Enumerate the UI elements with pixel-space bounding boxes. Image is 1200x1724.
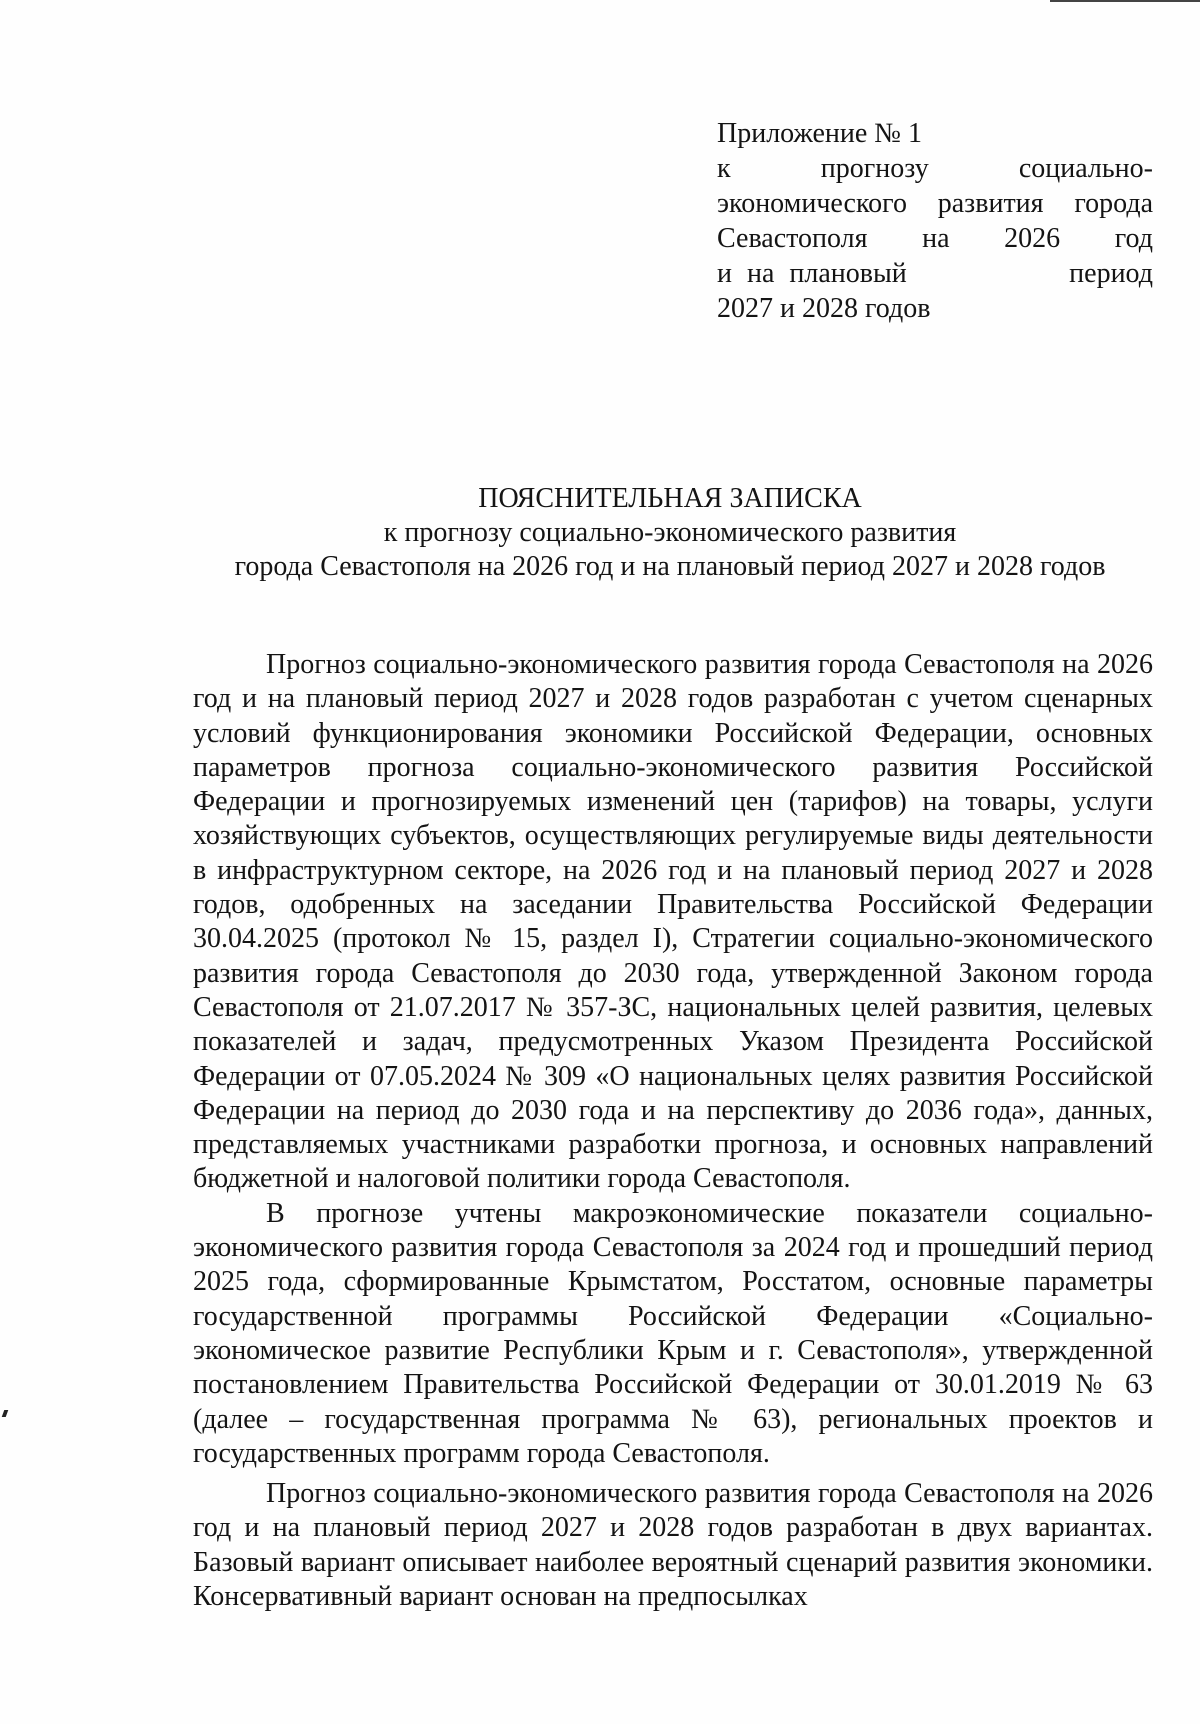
annex-line-6: 2027 и 2028 годов [717, 293, 931, 324]
annex-word: социально- [1018, 153, 1153, 184]
annex-word: год [1114, 223, 1153, 254]
annex-word: 2026 [1004, 223, 1061, 254]
annex-word: период [1069, 258, 1153, 289]
annex-word: к [717, 153, 731, 184]
title-heading: ПОЯСНИТЕЛЬНАЯ ЗАПИСКА [478, 483, 862, 514]
document-body [193, 648, 1153, 1614]
paragraph-1: Прогноз социально-экономического развития города Севастополя на 2026 год и на плановый период 2027 и 2028 годов разработан с учетом сценарных условий функционирования экономики Российской Федерации, основных параметров прогноза социально-экономического развития Российской Федерации и прогнозируемых изменений цен (тарифов) на товары, услуги хозяйствующих субъектов, осуществляющих регулируемые виды деятельности в инфраструктурном секторе, на 2026 год и на плановый период 2027 и 2028 годов, одобренных на заседании Правительства Российской Федерации 30.04.2025 (протокол № 15, раздел I), Стратегии социально-экономического развития города Севастополя до 2030 года, утвержденной Законом города Севастополя от 21.07.2017 № 357-ЗС, национальных целей развития, целевых показателей и задач, предусмотренных Указом Президента Российской Федерации от 07.05.2024 № 309 «О национальных целях развития Российской Федерации на период до 2030 года и на перспективу до 2036 года», данных, представляемых участниками разработки прогноза, и основных направлений бюджетной и налоговой политики города Севастополя. [193, 649, 1153, 1195]
document-title [0, 482, 1200, 584]
annex-number: Приложение № 1 [717, 118, 922, 149]
title-subheading: к прогнозу социально-экономического развития [383, 517, 957, 548]
paragraph-3: Прогноз социально-экономического развития города Севастополя на 2026 год и на плановый период 2027 и 2028 годов разработан в двух вариантах. Базовый вариант описывает наиболее вероятный сценарий развития экономики. Консервативный вариант основан на предпосылках [193, 1478, 1153, 1613]
paragraph-2: В прогнозе учтены макроэкономические показатели социально-экономического развития города Севастополя за 2024 год и прошедший период 2025 года, сформированные Крымстатом, Росстатом, основные параметры государственной программы Российской Федерации «Социально-экономическое развитие Республики Крым и г. Севастополя», утвержденной постановлением Правительства Российской Федерации от 30.01.2019 № 63 (далее – государственная программа № 63), региональных проектов и государственных программ города Севастополя. [193, 1197, 1153, 1469]
annex-word: прогнозу [820, 153, 929, 184]
annex-line-4 [717, 221, 1153, 256]
annex-word: и на плановый [717, 258, 907, 289]
annex-word: на [922, 223, 950, 254]
annex-line-3: экономического развития города [717, 188, 1153, 219]
scan-edge-line [1050, 0, 1200, 2]
scan-margin-mark [2, 1410, 9, 1417]
annex-line-5 [717, 256, 1153, 291]
annex-word: Севастополя [717, 223, 868, 254]
annex-line-2 [717, 151, 1153, 186]
annex-block [717, 116, 1153, 326]
title-subheading-2: города Севастополя на 2026 год и на плановый период 2027 и 2028 годов [234, 551, 1106, 582]
